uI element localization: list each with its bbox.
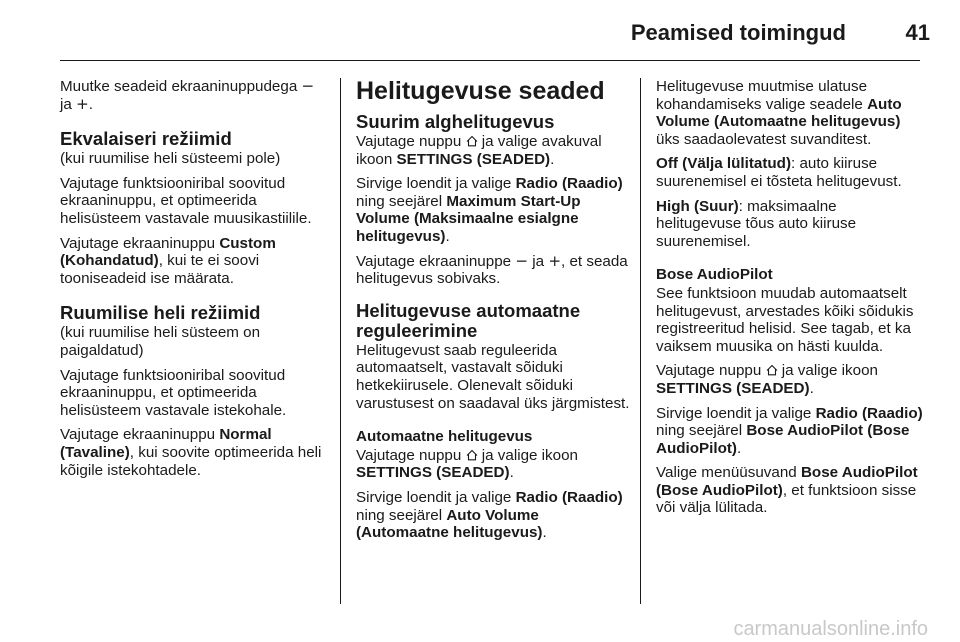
max-volume-paragraph-1: Vajutage nuppu ja valige avakuval ikoon SETTINGS (SEADED). [356, 133, 602, 168]
column-3 [656, 78, 926, 524]
minus-symbol: − [515, 251, 529, 270]
bose-paragraph-3: Sirvige loendit ja valige Radio (Raadio) ning seejärel Bose AudioPilot (Bose AudioPilot). [656, 404, 923, 457]
volume-settings-heading: Helitugevuse seaded [356, 77, 605, 105]
bose-paragraph-4: Valige menüüsuvand Bose AudioPilot (Bose AudioPilot), et funktsioon sisse või välja lülitada. [656, 464, 918, 517]
header-rule [60, 60, 920, 61]
bose-paragraph-1: See funktsioon muudab automaatselt helitugevust, arvestades kõiki sõidukis registreeritud helisid. See tagab, et ka vaiksem muusika on hästi kuulda. [656, 284, 914, 355]
option-off-paragraph: Off (Välja lülitatud): auto kiiruse suurenemisel ei tõsteta helitugevust. [656, 155, 902, 190]
equalizer-modes-heading: Ekvalaiseri režiimid [60, 128, 232, 150]
column-divider-right [640, 78, 641, 604]
intro-paragraph: Muutke seadeid ekraaninuppudega − ja +. [60, 77, 315, 113]
page-number: 41 [905, 20, 930, 45]
surround-modes-heading: Ruumilise heli režiimid [60, 302, 261, 324]
plus-symbol: + [76, 94, 89, 113]
auto-volume-options-paragraph: Helitugevuse muutmise ulatuse kohandamiseks valige seadele Auto Volume (Automaatne helitugevus) üks saadaolevatest suvanditest. [656, 78, 902, 148]
automatic-volume-subheading: Automaatne helitugevus [356, 428, 533, 446]
plus-symbol: + [548, 251, 562, 270]
equalizer-note: (kui ruumilise heli süsteemi pole) [60, 150, 281, 168]
auto-volume-paragraph: Helitugevust saab reguleerida automaatselt, vastavalt sõiduki hetkekiirusele. Olenevalt sõiduki varustusest on saadaval üks järgmistest. [356, 341, 630, 412]
home-icon [466, 135, 478, 147]
column-divider-left [340, 78, 341, 604]
max-volume-paragraph-3: Vajutage ekraaninuppe − ja +, et seada helitugevus sobivaks. [356, 251, 628, 288]
max-volume-paragraph-2: Sirvige loendit ja valige Radio (Raadio) ning seejärel Maximum Start-Up Volume (Maksimaalne esialgne helitugevus). [356, 175, 623, 245]
option-high-paragraph: High (Suur): maksimaalne helitugevuse tõus auto kiiruse suurenemisel. [656, 197, 857, 250]
column-1 [60, 78, 322, 486]
page-header-title: Peamised toimingud [630, 20, 846, 45]
equalizer-paragraph-1: Vajutage funktsiooniribal soovitud ekraaninuppu, et optimeerida helisüsteem vastavale muusikastiilile. [60, 174, 312, 227]
minus-symbol: − [301, 77, 315, 95]
surround-paragraph-1: Vajutage funktsiooniribal soovitud ekraaninuppu, et optimeerida helisüsteem vastavale istekohale. [60, 366, 287, 419]
automatic-volume-paragraph-1: Vajutage nuppu ja valige ikoon SETTINGS (SEADED). [356, 446, 578, 482]
home-icon [766, 364, 778, 376]
watermark: carmanualsonline.info [733, 618, 928, 640]
automatic-volume-paragraph-2: Sirvige loendit ja valige Radio (Raadio) ning seejärel Auto Volume (Automaatne helitugevus). [356, 488, 623, 542]
auto-volume-adjust-heading: Helitugevuse automaatne reguleerimine [356, 299, 581, 341]
surround-paragraph-2: Vajutage ekraaninuppu Normal (Tavaline), kui soovite optimeerida heli kõigile istekohtadele. [60, 426, 322, 479]
max-startup-volume-heading: Suurim alghelitugevus [356, 111, 555, 132]
column-2 [356, 78, 631, 549]
bose-audiopilot-subheading: Bose AudioPilot [656, 266, 773, 284]
bose-paragraph-2: Vajutage nuppu ja valige ikoon SETTINGS (SEADED). [656, 362, 878, 397]
home-icon [466, 449, 478, 461]
equalizer-paragraph-2: Vajutage ekraaninuppu Custom (Kohandatud), kui te ei soovi tooniseadeid ise määrata. [60, 234, 276, 287]
surround-note: (kui ruumilise heli süsteem on paigaldatud) [60, 324, 261, 359]
